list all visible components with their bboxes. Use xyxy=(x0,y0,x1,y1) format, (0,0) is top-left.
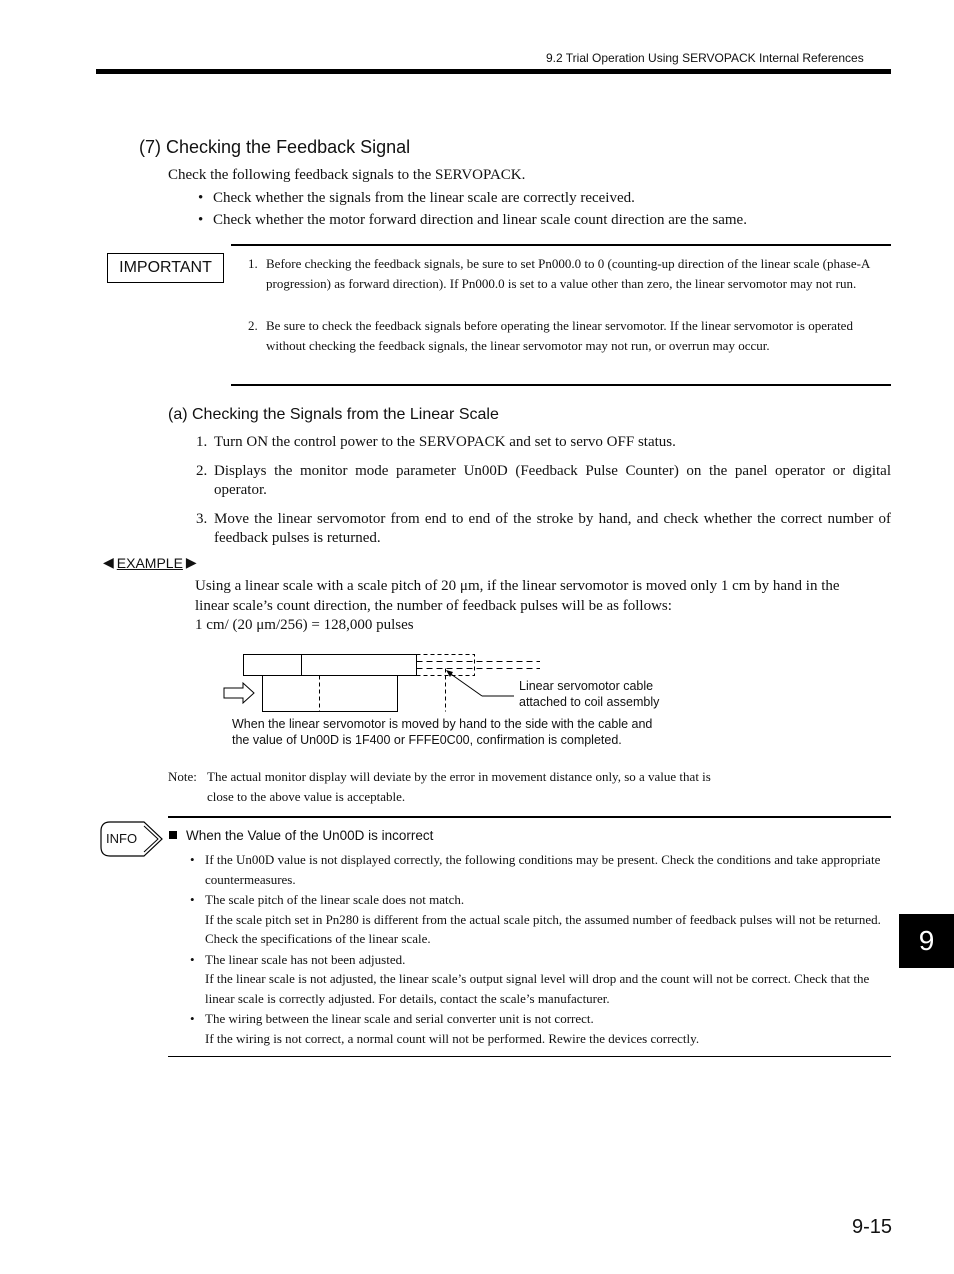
important-item-number: 1. xyxy=(248,256,258,271)
callout-line: attached to coil assembly xyxy=(519,694,660,709)
example-line: Using a linear scale with a scale pitch of 20 μm, if the linear servomotor is moved only 1 cm by hand in the xyxy=(195,578,840,594)
important-item-number: 2. xyxy=(248,318,258,333)
example-word: EXAMPLE xyxy=(116,554,183,571)
subsection-title: (a) Checking the Signals from the Linear Scale xyxy=(168,406,499,423)
important-item-text: Be sure to check the feedback signals before operating the linear servomotor. If the linear servomotor is operated without checking the feedback signals, the linear servomotor may not run, or overrun may occur. xyxy=(266,318,853,353)
section-intro: Check the following feedback signals to the SERVOPACK. xyxy=(168,167,526,183)
bullet-dot: • xyxy=(190,1011,195,1026)
procedure-step xyxy=(196,433,896,453)
example-label xyxy=(103,554,197,571)
example-line: 1 cm/ (20 μm/256) = 128,000 pulses xyxy=(195,617,414,633)
info-item-detail: If the wiring is not correct, a normal count will not be performed. Rewire the devices correctly. xyxy=(205,1030,700,1046)
example-line: linear scale’s count direction, the number of feedback pulses will be as follows: xyxy=(195,597,672,614)
square-bullet-icon xyxy=(169,831,177,839)
caption-line: When the linear servomotor is moved by hand to the side with the cable and xyxy=(232,717,653,731)
bullet-dot: • xyxy=(198,190,204,206)
important-label: IMPORTANT xyxy=(107,253,224,283)
info-item xyxy=(190,950,890,1009)
section-bullet-text: Check whether the motor forward direction and linear scale count direction are the same. xyxy=(213,212,747,228)
info-label: INFO xyxy=(106,831,138,846)
info-item xyxy=(190,890,890,949)
note-line: The actual monitor display will deviate by the error in movement distance only, so a value that is xyxy=(207,769,711,784)
info-bottom-rule xyxy=(168,1056,891,1057)
important-item-text: Before checking the feedback signals, be sure to set Pn000.0 to 0 (counting-up direction of the linear scale (phase-A progression) as forward direction). If Pn000.0 is set to a value other than zero, the linear servomotor may not run. xyxy=(266,256,870,291)
header-rule xyxy=(96,69,891,74)
callout-leader-line xyxy=(448,672,482,696)
important-top-rule xyxy=(231,244,891,246)
step-text: Turn ON the control power to the SERVOPACK and set to servo OFF status. xyxy=(214,434,676,450)
procedure-step xyxy=(196,462,896,502)
info-item-detail: If the linear scale is not adjusted, the linear scale’s output signal level will drop and the count will not be correct. Check that the linear scale is correctly adjusted. For details, contact the scale’s manufacturer. xyxy=(205,971,870,1006)
page-number: 9-15 xyxy=(852,1216,893,1238)
section-title: (7) Checking the Feedback Signal xyxy=(139,137,411,157)
bullet-dot: • xyxy=(190,852,195,867)
triangle-right-icon: ▶ xyxy=(185,554,197,570)
info-top-rule xyxy=(168,816,891,818)
step-number: 3. xyxy=(196,511,208,527)
important-item xyxy=(248,316,888,376)
info-item-lead: The scale pitch of the linear scale does not match. xyxy=(205,892,465,907)
info-item xyxy=(190,1009,890,1048)
linear-servomotor-diagram xyxy=(220,650,550,716)
figure-caption xyxy=(232,717,652,748)
info-item-lead: The linear scale has not been adjusted. xyxy=(205,951,406,967)
figure-callout xyxy=(519,679,659,710)
example-body xyxy=(195,577,890,636)
info-list xyxy=(190,850,890,1049)
info-item xyxy=(190,850,890,889)
callout-line: Linear servomotor cable xyxy=(519,679,654,693)
bullet-dot: • xyxy=(198,212,204,228)
running-header: 9.2 Trial Operation Using SERVOPACK Internal References xyxy=(546,51,864,65)
step-text: Move the linear servomotor from end to end of the stroke by hand, and check whether the correct number of feedback pulses is returned. xyxy=(214,511,891,546)
important-item xyxy=(248,254,888,314)
coil-assembly xyxy=(244,655,417,676)
info-item-lead: The wiring between the linear scale and serial converter unit is not correct. xyxy=(205,1011,594,1026)
procedure-step xyxy=(196,510,896,550)
bullet-dot: • xyxy=(190,892,195,907)
step-number: 1. xyxy=(196,434,208,450)
triangle-left-icon: ◀ xyxy=(103,554,114,570)
note-label: Note: xyxy=(168,769,197,784)
caption-line: the value of Un00D is 1F400 or FFFE0C00, confirmation is completed. xyxy=(232,732,622,747)
chapter-tab: 9 xyxy=(899,914,954,968)
bullet-dot: • xyxy=(190,951,195,967)
info-title: When the Value of the Un00D is incorrect xyxy=(186,828,434,843)
magnetic-way xyxy=(263,676,398,712)
step-number: 2. xyxy=(196,463,208,479)
important-bottom-rule xyxy=(231,384,891,386)
motion-arrow-icon xyxy=(224,683,254,703)
note-line: close to the above value is acceptable. xyxy=(207,788,406,804)
section-bullet-text: Check whether the signals from the linear scale are correctly received. xyxy=(213,190,635,206)
info-item-detail: If the scale pitch set in Pn280 is different from the actual scale pitch, the assumed number of feedback pulses will not be returned. Check the specifications of the linear scale. xyxy=(205,911,881,946)
info-item-lead: If the Un00D value is not displayed correctly, the following conditions may be present. Check the conditions and take appropriate countermeasures. xyxy=(205,852,881,887)
step-text: Displays the monitor mode parameter Un00D (Feedback Pulse Counter) on the panel operator or digital operator. xyxy=(214,463,891,498)
